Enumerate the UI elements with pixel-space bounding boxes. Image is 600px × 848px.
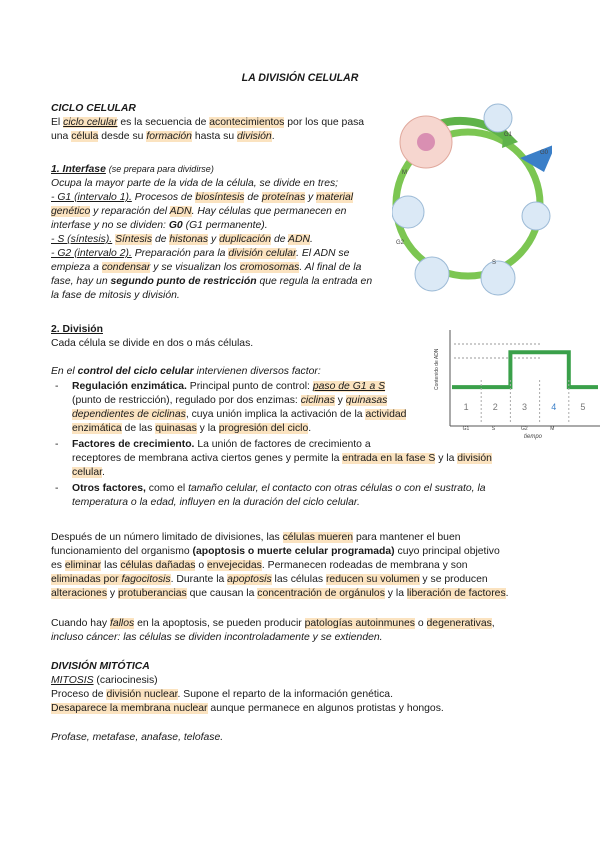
phase-label-4: 4 (551, 402, 557, 412)
label-g1: G1 (504, 132, 513, 138)
phase-label-1: 1 (463, 402, 469, 412)
mitotica-line-1: Proceso de división nuclear. Supone el reparto de la información genética. (51, 689, 393, 700)
apop-line-5: alteraciones y protuberancias que causan la concentración de orgánulos y la liberación de factores. (51, 588, 509, 599)
label-m: M (402, 170, 407, 176)
b1-line-4: enzimática de las quinasas y la progresión del ciclo. (72, 423, 312, 434)
page-title: LA DIVISIÓN CELULAR (241, 72, 359, 84)
cell-cycle-diagram (392, 94, 552, 304)
interfase-line-7: empieza a condensar y se visualizan los cromosomas. Al final de la (51, 262, 362, 273)
apop-line-4: eliminadas por fagocitosis. Durante la apoptosis las células reducen su volumen y se producen (51, 574, 488, 585)
cell-g1a (484, 104, 512, 132)
phase-label-5: 5 (580, 402, 586, 412)
b2-line-1: Factores de crecimiento. La unión de factores de crecimiento a (72, 439, 371, 450)
mitotica-line-2: Desaparece la membrana nuclear aunque permanece en algunos protistas y hongos. (51, 703, 444, 714)
b3-line-1: Otros factores, como el tamaño celular, el contacto con otras células o con el sustrato, la (72, 483, 486, 494)
interfase-line-9: la fase de mitosis y división. (51, 290, 180, 301)
interfase-line-4: interfase y no se dividen: G0 (G1 permanente). (51, 220, 268, 231)
phase-label-2: 2 (492, 402, 498, 412)
interfase-line-5: - S (síntesis). Síntesis de histonas y duplicación de ADN. (51, 234, 313, 245)
apop-line-7: incluso cáncer: las células se dividen incontroladamente y se extienden. (51, 632, 383, 643)
x-axis-label: tiempo (524, 434, 543, 440)
interfase-line-8: fase, hay un segundo punto de restricción que regula la entrada en (51, 276, 373, 287)
g0-arrow-icon (520, 144, 552, 172)
apop-line-1: Después de un número limitado de divisiones, las células mueren para mantener el buen (51, 532, 461, 543)
b1-line-3: dependientes de ciclinas, cuya unión implica la activación de la actividad (72, 409, 407, 420)
b2-line-2: receptores de membrana activa ciertos genes y permite la entrada en la fase S y la división (72, 453, 492, 464)
ciclo-heading: CICLO CELULAR (51, 103, 136, 114)
label-s: S (492, 260, 497, 266)
interfase-line-1: Ocupa la mayor parte de la vida de la célula, se divide en tres; (51, 178, 339, 189)
b3-line-2: temperatura o la edad, influyen en la duración del ciclo celular. (72, 497, 360, 508)
division-heading: 2. División (51, 324, 103, 335)
phase-name-G2: G2 (521, 426, 528, 432)
label-g0: G0 (540, 150, 549, 156)
division-line-2: En el control del ciclo celular intervienen diversos factor: (51, 366, 321, 377)
b1-line-1: Regulación enzimática. Principal punto de control: paso de G1 a S (72, 381, 386, 392)
apop-line-6: Cuando hay fallos en la apoptosis, se pueden producir patologías autoinmunes o degenerativas, (51, 618, 495, 629)
ciclo-line-2: una célula desde su formación hasta su división. (51, 131, 275, 142)
division-line-1: Cada célula se divide en dos o más células. (51, 338, 254, 349)
b2-line-3: celular. (72, 467, 105, 478)
cell-g1b (522, 202, 550, 230)
apop-line-3: es eliminar las células dañadas o envejecidas. Permanecen rodeadas de membrana y son (51, 560, 468, 571)
bullet-dash-3: - (55, 483, 59, 494)
bullet-dash-2: - (55, 439, 59, 450)
cell-g2 (415, 257, 449, 291)
cell-s (481, 261, 515, 295)
interfase-heading: 1. Interfase (se prepara para dividirse) (51, 164, 214, 175)
ciclo-line-1: El ciclo celular es la secuencia de acontecimientos por los que pasa (51, 117, 365, 128)
mitotica-line-3: Profase, metafase, anafase, telofase. (51, 732, 224, 743)
b1-line-2: (punto de restricción), regulado por dos enzimas: ciclinas y quinasas (72, 395, 388, 406)
mitosis-sub: MITOSIS (cariocinesis) (51, 675, 158, 686)
cell-g2b (392, 196, 424, 228)
phase-name-S: S (491, 426, 496, 432)
bullet-dash-1: - (55, 381, 59, 392)
label-g2: G2 (396, 240, 405, 246)
dna-content-chart (430, 330, 600, 442)
chromosome-icon (417, 133, 435, 151)
interfase-line-2: - G1 (intervalo 1). Procesos de biosíntesis de proteínas y material (51, 192, 354, 203)
mitotica-heading: DIVISIÓN MITÓTICA (51, 661, 150, 672)
phase-name-G1: G1 (462, 426, 470, 432)
phase-label-3: 3 (522, 402, 528, 412)
interfase-line-6: - G2 (intervalo 2). Preparación para la división celular. El ADN se (51, 248, 350, 259)
apop-line-2: funcionamiento del organismo (apoptosis o muerte celular programada) cuyo principal objetivo (51, 546, 500, 557)
y-axis-label: Contenido de ADN (434, 348, 440, 390)
phase-name-M: M (550, 426, 555, 432)
interfase-line-3: genético y reparación del ADN. Hay células que permanecen en (51, 206, 347, 217)
